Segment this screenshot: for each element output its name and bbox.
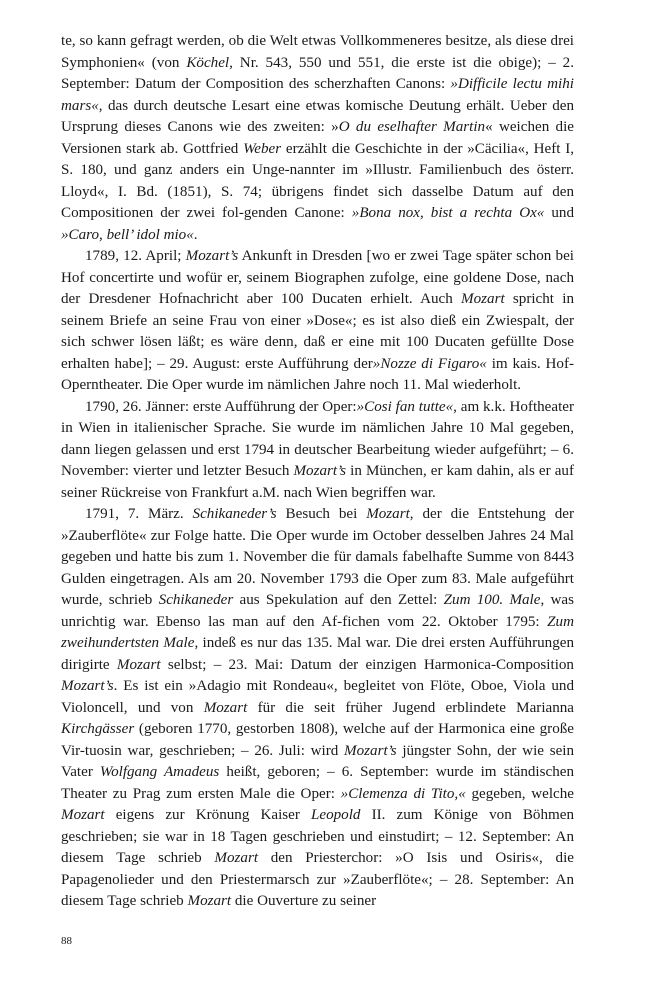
text-run: , Nr. 543, 550 und 551, die erste ist die obige); – 2. September: Datum der Composition des scherzhaften Canons: — [61, 54, 574, 92]
italic-run: Weber — [243, 140, 282, 157]
italic-run: Mozart — [461, 291, 505, 307]
italic-run: O du eselhafter Martin — [338, 119, 486, 135]
italic-run: Mozart’s — [61, 678, 114, 694]
text-run: jüngster Sohn, der wie sein Vater — [61, 742, 575, 780]
italic-run: Schikaneder’s — [192, 506, 277, 522]
italic-run: Mozart — [203, 699, 248, 716]
text-run: 1791, 7. März. — [85, 506, 193, 522]
italic-run: Schikaneder — [158, 592, 234, 608]
italic-run: Mozart — [61, 807, 105, 823]
italic-run: »Difficile lectu mihi mars« — [61, 76, 574, 114]
paragraph-continuation — [61, 31, 574, 246]
italic-run: »Cosi fan tutte« — [356, 398, 454, 415]
italic-run: Zum 100. Male — [443, 592, 541, 608]
italic-run: Mozart — [214, 850, 259, 866]
text-run: heißt, geboren; – 6. September: wurde im ständischen Theater zu Prag zum ersten Male die Oper: — [61, 764, 574, 802]
text-run: 1790, 26. Jänner: erste Aufführung der Oper: — [85, 398, 357, 415]
text-run: , am k.k. Hoftheater in Wien in italienischer Sprache. Sie wurde im nämlichen Jahre 10 Mal gegeben, dann liegen gelassen und erst 1794 in deutscher Bearbeitung wieder aufgeführt; – 6. November: vierter und letzter Besuch — [61, 398, 574, 479]
italic-run: Mozart — [116, 656, 161, 673]
text-run: (geboren 1770, gestorben 1808), welche auf der Harmonica eine große Vir-tuosin war, geschrieben; – 26. Juli: wird — [61, 721, 574, 759]
text-run: Ankunft in Dresden [wo er zwei Tage später schon bei Hof concertirte und wofür er, seinem Biographen zufolge, eine goldene Dose, nach der Dresdener Hofnachricht aber 100 Ducaten erhielt. Auch — [61, 248, 575, 307]
italic-run: »Caro, bell’ idol mio« — [61, 226, 194, 243]
text-run: . — [193, 226, 198, 243]
italic-run: Mozart — [187, 893, 232, 909]
text-run: , der die Entstehung der »Zauberflöte« zur Folge hatte. Die Oper wurde im October desselben Jahres 24 Mal gegeben und hatte bis zum 1. November die für damals fabelhafte Summe von 8443 Gulden eingetragen. Als am 20. November 1793 die Oper zum 83. Male aufgeführt wurde, schrieb — [61, 506, 574, 608]
text-run: II. zum Könige von Böhmen geschrieben; sie war in 18 Tagen geschrieben und einstudirt; – 12. September: An diesem Tage schrieb — [61, 807, 574, 866]
italic-run: Mozart — [366, 506, 410, 522]
text-run: in München, er kam dahin, als er auf seiner Rückreise von Frankfurt a.M. nach Wien begriffen war. — [61, 463, 575, 501]
italic-run: »Clemenza di Tito,« — [340, 785, 466, 802]
text-run: , was unrichtig war. Ebenso las man auf den Af-fichen vom 22. Oktober 1795: — [61, 592, 574, 630]
text-run: , das durch deutsche Lesart eine etwas komische Deutung erhält. Ueber den Ursprung dieses Canons wie des zweiten: » — [61, 97, 574, 135]
text-run: den Priesterchor: »O Isis und Osiris«, die Papagenolieder und den Priestermarsch zur »Zauberflöte«; – 28. September: An diesem Tage schrieb — [61, 850, 574, 909]
page-number: 88 — [61, 935, 72, 947]
text-run: , indeß es nur das 135. Mal war. Die drei ersten Aufführungen dirigirte — [61, 635, 575, 673]
body-text — [61, 31, 574, 913]
paragraph-1789 — [61, 246, 574, 397]
text-run: 1789, 12. April; — [85, 248, 186, 264]
text-run: erzählt die Geschichte in der »Cäcilia«, Heft I, S. 180, und ganz anders ein Unge-nannter im »Illustr. Familienbuch des österr. Lloyd«, I. Bd. (1851), S. 74; übrigens findet sich dasselbe Datum auf den Compositionen der zwei fol-genden Canone: — [61, 140, 574, 221]
paragraph-1791 — [61, 504, 574, 913]
italic-run: Mozart’s — [293, 463, 347, 479]
italic-run: Mozart’s — [344, 742, 397, 759]
text-run: « weichen die Versionen stark ab. Gottfried — [61, 119, 575, 157]
italic-run: »Nozze di Figaro« — [372, 355, 487, 372]
text-run: gegeben, welche — [465, 785, 574, 802]
italic-run: Leopold — [310, 807, 361, 823]
text-run: . Es ist ein »Adagio mit Rondeau«, begleitet von Flöte, Oboe, Viola und Violoncell, und von — [61, 678, 574, 716]
text-run: Besuch bei — [276, 506, 367, 522]
text-run: aus Spekulation auf den Zettel: — [233, 592, 444, 608]
text-run: selbst; – 23. Mai: Datum der einzigen Harmonica-Composition — [160, 656, 574, 673]
italic-run: Köchel — [186, 54, 230, 71]
italic-run: Zum zweihundertsten Male — [61, 613, 574, 651]
text-run: die Ouverture zu seiner — [231, 893, 377, 909]
text-run: spricht in seinem Briefe an seine Frau von einer »Dose«; es ist also dieß ein Zwiespalt, der sich schwer lösen läßt; es wäre denn, daß er eine mit 100 Ducaten gefüllte Dose erhalten habe]; – 29. August: erste Aufführung der — [61, 291, 574, 372]
paragraph-1790 — [61, 397, 574, 505]
text-run: eigens zur Krönung Kaiser — [104, 807, 311, 823]
text-run: für die seit früher Jugend erblindete Marianna — [247, 699, 574, 716]
italic-run: Mozart’s — [185, 248, 239, 264]
italic-run: Kirchgässer — [61, 721, 135, 737]
italic-run: Wolfgang Amadeus — [99, 764, 220, 780]
text-run: im kais. Hof-Operntheater. Die Oper wurde im nämlichen Jahre noch 11. Mal wiederholt. — [61, 355, 574, 393]
italic-run: »Bona nox, bist a rechta Ox« — [351, 205, 545, 221]
text-run: und — [544, 205, 575, 221]
text-run: te, so kann gefragt werden, ob die Welt etwas Vollkommeneres besitze, als diese drei Symphonien« (von — [61, 33, 574, 71]
